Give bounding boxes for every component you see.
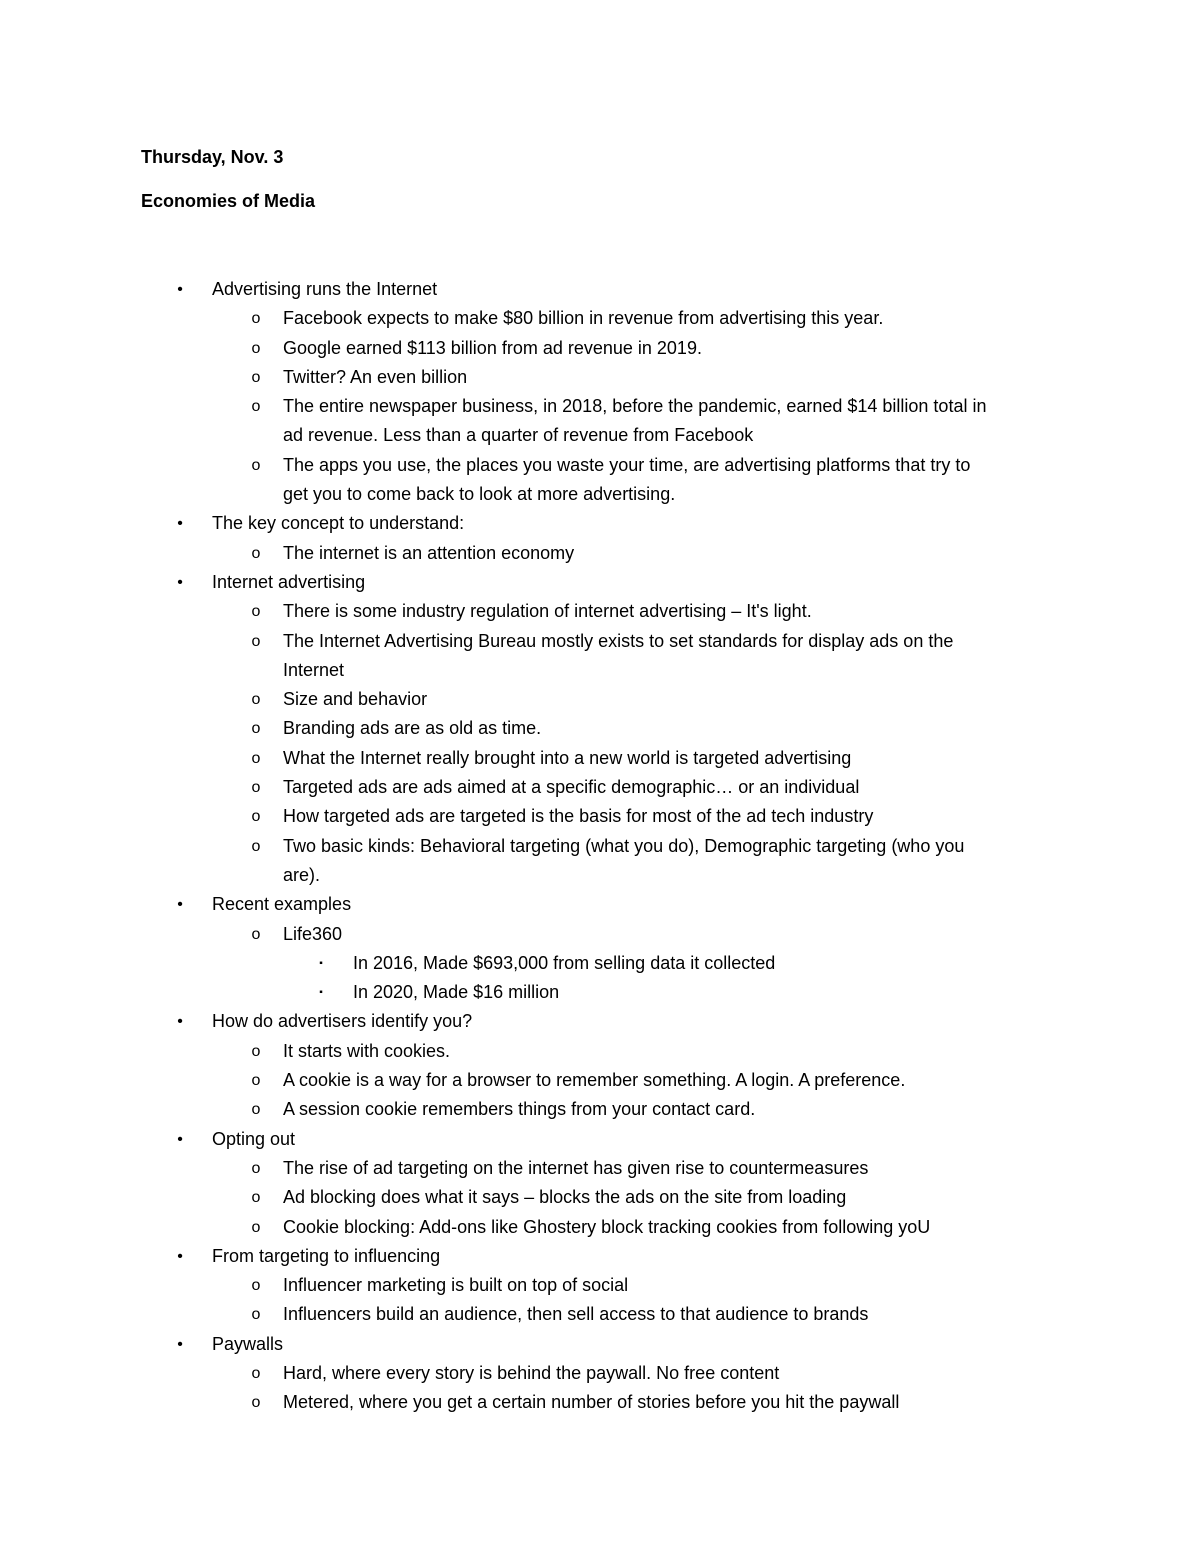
list-item-continuation [0,421,1200,450]
list-item-text: Google earned $113 billion from ad revenue in 2019. [283,337,702,358]
square-bullet-icon: ▪ [319,987,323,999]
list-item-text: Ad blocking does what it says – blocks the ads on the site from loading [283,1187,847,1208]
list-item-text: Influencer marketing is built on top of social [283,1275,629,1296]
sub-bullet-icon: o [251,1218,261,1236]
list-item-text: Paywalls [212,1333,284,1354]
list-item-text: In 2016, Made $693,000 from selling data it collected [353,952,776,973]
list-item-continuation [0,861,1200,890]
list-item-text: What the Internet really brought into a new world is targeted advertising [283,747,852,768]
sub-bullet-icon: o [251,1394,261,1412]
note-date: Thursday, Nov. 3 [141,147,284,167]
list-item [0,451,1200,480]
sub-bullet-icon: o [251,368,261,386]
list-item-text: Recent examples [212,894,352,915]
list-item [0,890,1200,919]
list-item [0,1330,1200,1359]
list-item [0,949,1200,978]
sub-bullet-icon: o [251,1277,261,1295]
list-item [0,1066,1200,1095]
list-item [0,773,1200,802]
list-item-text: Internet advertising [212,571,366,592]
list-item [0,1125,1200,1154]
list-item-text: It starts with cookies. [283,1040,451,1061]
bullet-icon: • [177,1013,183,1031]
list-item-text: How targeted ads are targeted is the basis for most of the ad tech industry [283,806,874,827]
list-item [0,978,1200,1007]
list-item-text: Size and behavior [283,689,428,710]
list-item [0,832,1200,861]
list-item-text: Two basic kinds: Behavioral targeting (what you do), Demographic targeting (who you [283,835,965,856]
notes-outline [0,275,1200,1418]
list-item-text: Influencers build an audience, then sell access to that audience to brands [283,1304,869,1325]
sub-bullet-icon: o [251,925,261,943]
sub-bullet-icon: o [251,1364,261,1382]
sub-bullet-icon: o [251,720,261,738]
list-item [0,1359,1200,1388]
list-item-text: A session cookie remembers things from your contact card. [283,1099,756,1120]
list-item-text: Facebook expects to make $80 billion in revenue from advertising this year. [283,308,884,329]
list-item [0,714,1200,743]
list-item [0,744,1200,773]
sub-bullet-icon: o [251,1101,261,1119]
bullet-icon: • [177,1335,183,1353]
list-item-text: Internet [283,659,345,680]
list-item [0,509,1200,538]
sub-bullet-icon: o [251,339,261,357]
sub-bullet-icon: o [251,632,261,650]
sub-bullet-icon: o [251,603,261,621]
sub-bullet-icon: o [251,749,261,767]
list-item-text: Hard, where every story is behind the paywall. No free content [283,1362,780,1383]
list-item [0,1388,1200,1417]
sub-bullet-icon: o [251,1189,261,1207]
list-item [0,920,1200,949]
list-item-text: The apps you use, the places you waste your time, are advertising platforms that try to [283,454,971,475]
list-item-text: The internet is an attention economy [283,542,575,563]
bullet-icon: • [177,573,183,591]
list-item-text: Opting out [212,1128,296,1149]
list-item-text: Branding ads are as old as time. [283,718,542,739]
sub-bullet-icon: o [251,1072,261,1090]
list-item [0,1037,1200,1066]
list-item [0,363,1200,392]
list-item [0,802,1200,831]
list-item-text: The rise of ad targeting on the internet has given rise to countermeasures [283,1157,869,1178]
list-item [0,627,1200,656]
list-item-text: A cookie is a way for a browser to remember something. A login. A preference. [283,1070,906,1091]
list-item [0,275,1200,304]
sub-bullet-icon: o [251,837,261,855]
sub-bullet-icon: o [251,779,261,797]
list-item [0,1213,1200,1242]
sub-bullet-icon: o [251,691,261,709]
sub-bullet-icon: o [251,1159,261,1177]
bullet-icon: • [177,1130,183,1148]
note-title: Economies of Media [141,191,316,211]
list-item-continuation [0,656,1200,685]
list-item-text: In 2020, Made $16 million [353,982,560,1003]
sub-bullet-icon: o [251,456,261,474]
list-item [0,392,1200,421]
list-item-text: ad revenue. Less than a quarter of revenue from Facebook [283,425,754,446]
sub-bullet-icon: o [251,808,261,826]
list-item [0,568,1200,597]
list-item [0,304,1200,333]
list-item-text: Cookie blocking: Add-ons like Ghostery block tracking cookies from following yoU [283,1216,931,1237]
sub-bullet-icon: o [251,1042,261,1060]
list-item-text: The entire newspaper business, in 2018, before the pandemic, earned $14 billion total in [283,396,987,417]
list-item-text: The key concept to understand: [212,513,465,534]
bullet-icon: • [177,1247,183,1265]
list-item [0,334,1200,363]
list-item-text: Metered, where you get a certain number of stories before you hit the paywall [283,1392,900,1413]
list-item-text: are). [283,864,321,885]
bullet-icon: • [177,515,183,533]
list-item-text: Twitter? An even billion [283,366,468,387]
bullet-icon: • [177,896,183,914]
list-item-text: From targeting to influencing [212,1245,441,1266]
list-item-text: Targeted ads are ads aimed at a specific demographic… or an individual [283,777,860,798]
list-item [0,539,1200,568]
list-item [0,1095,1200,1124]
sub-bullet-icon: o [251,544,261,562]
bullet-icon: • [177,281,183,298]
list-item-text: How do advertisers identify you? [212,1011,473,1032]
list-item [0,1007,1200,1036]
list-item-text: Life360 [283,923,343,944]
list-item-text: There is some industry regulation of internet advertising – It's light. [283,601,812,622]
sub-bullet-icon: o [251,398,261,416]
list-item [0,1183,1200,1212]
list-item [0,1242,1200,1271]
sub-bullet-icon: o [251,1306,261,1324]
list-item-text: Advertising runs the Internet [212,279,438,299]
list-item-text: get you to come back to look at more advertising. [283,484,676,505]
list-item-text: The Internet Advertising Bureau mostly exists to set standards for display ads on the [283,630,954,651]
list-item-continuation [0,480,1200,509]
list-item [0,1154,1200,1183]
square-bullet-icon: ▪ [319,957,323,969]
list-item [0,1300,1200,1329]
list-item [0,597,1200,626]
list-item [0,685,1200,714]
list-item [0,1271,1200,1300]
sub-bullet-icon: o [251,310,261,328]
